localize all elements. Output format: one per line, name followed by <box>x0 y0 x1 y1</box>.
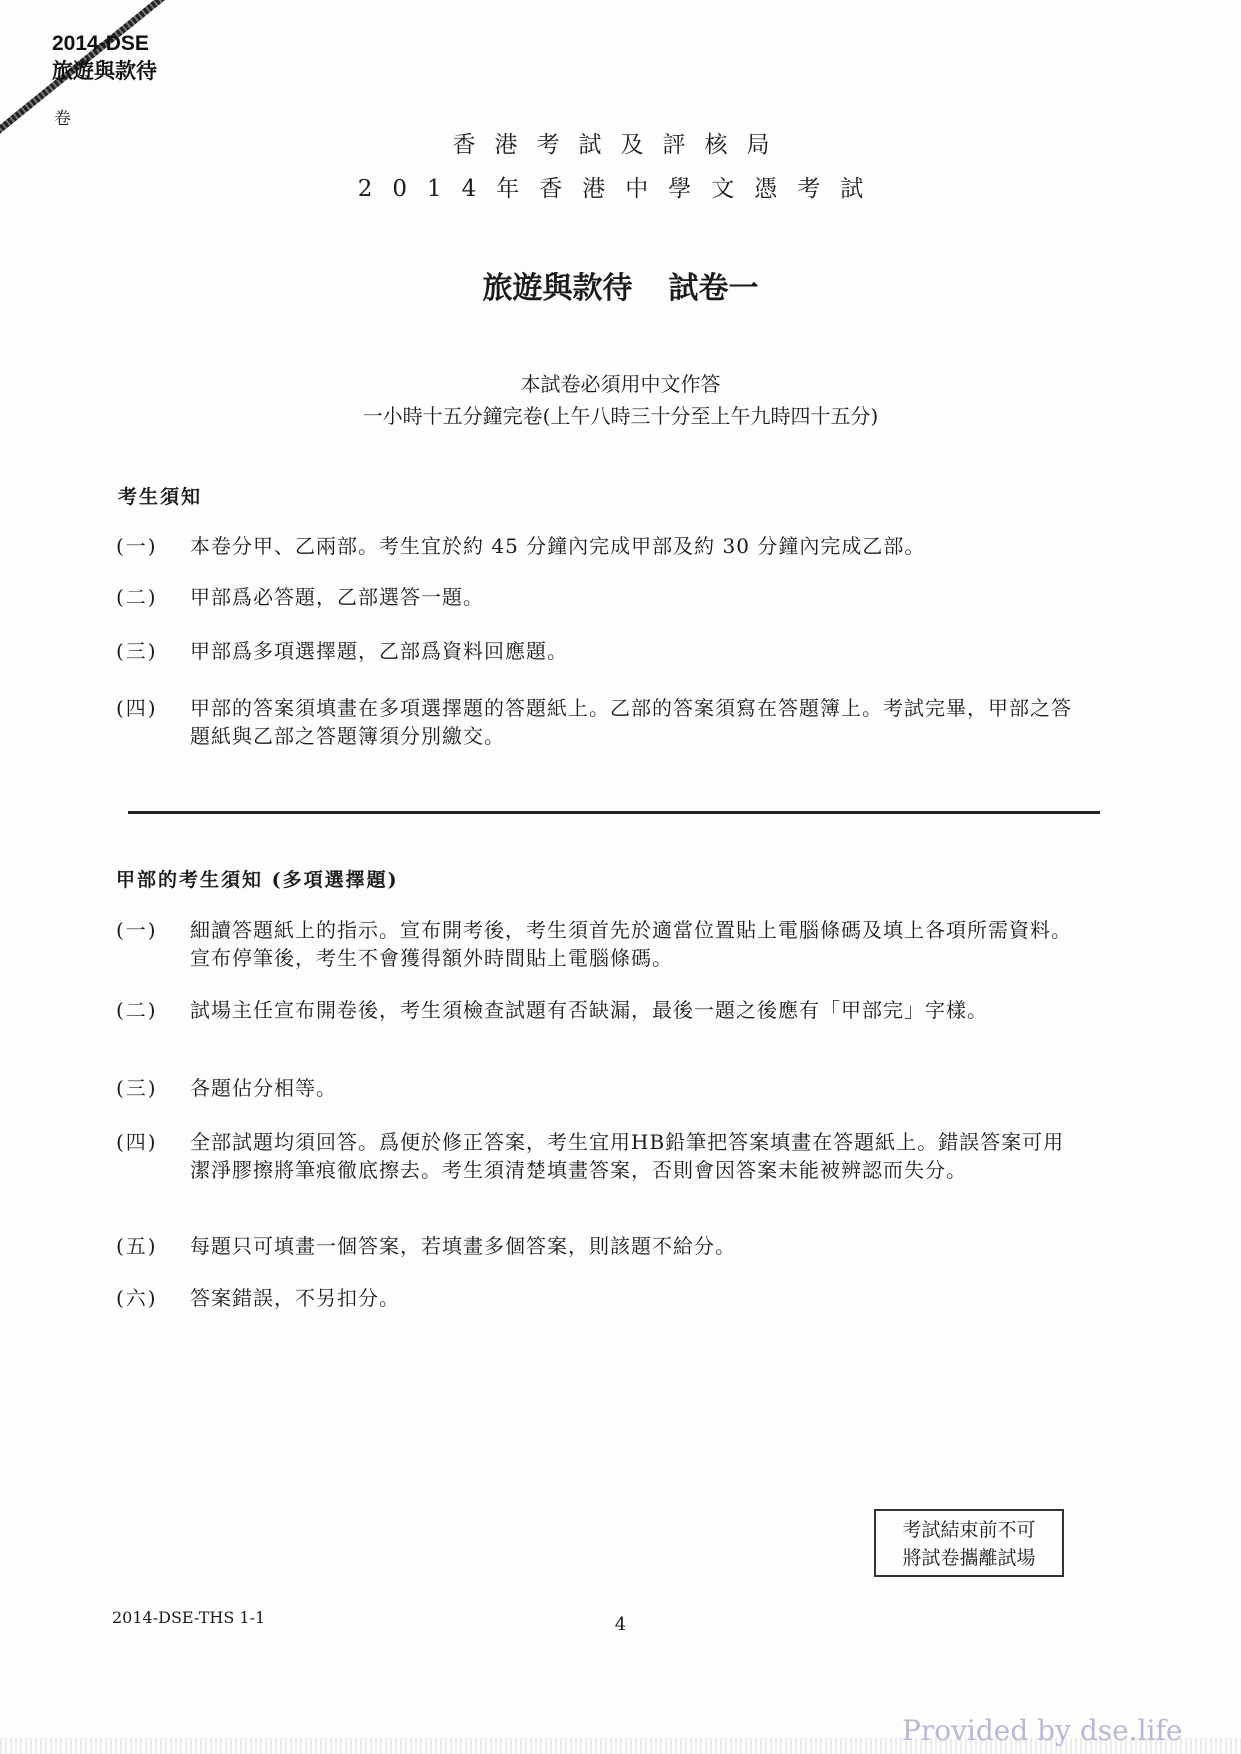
corner-exam-code: 2014-DSE <box>52 32 149 55</box>
item-text: 試場主任宣布開卷後，考生須檢查試題有否缺漏，最後一題之後應有「甲部完」字樣。 <box>190 998 988 1022</box>
language-note: 本試卷必須用中文作答 <box>520 372 721 396</box>
item-number: (四) <box>116 696 158 720</box>
paper-subject-title: 旅遊與款待 <box>482 271 633 306</box>
item-number: (六) <box>116 1286 158 1310</box>
item-text: 答案錯誤，不另扣分。 <box>190 1286 400 1310</box>
notice-line-2: 將試卷攜離試場 <box>902 1547 1036 1569</box>
paper-number-title: 試卷一 <box>668 271 759 306</box>
section-divider <box>128 811 1100 814</box>
watermark: Provided by dse.life <box>902 1714 1183 1747</box>
item-text: 各題佔分相等。 <box>190 1076 337 1100</box>
item-number: (三) <box>116 639 158 663</box>
do-not-remove-paper-notice <box>874 1509 1064 1577</box>
item-number: (二) <box>116 998 158 1022</box>
item-text: 甲部爲多項選擇題，乙部爲資料回應題。 <box>190 639 568 663</box>
paper-code: 2014-DSE-THS 1-1 <box>112 1608 266 1627</box>
item-number: (四) <box>116 1130 158 1154</box>
section-a-heading: 甲部的考生須知 (多項選擇題) <box>116 869 399 891</box>
item-number: (二) <box>116 585 158 609</box>
paper-title <box>0 263 1241 307</box>
item-text: 本卷分甲、乙兩部。考生宜於約 45 分鐘內完成甲部及約 30 分鐘內完成乙部。 <box>190 534 926 558</box>
item-number: (三) <box>116 1076 158 1100</box>
corner-subject: 旅遊與款待 <box>52 60 157 83</box>
item-text: 甲部爲必答題，乙部選答一題。 <box>190 585 484 609</box>
item-text: 每題只可填畫一個答案，若填畫多個答案，則該題不給分。 <box>190 1234 736 1258</box>
exam-name: 2014年香港中學文憑考試 <box>357 176 884 202</box>
corner-paper: 卷 <box>54 109 71 129</box>
general-instructions-heading: 考生須知 <box>118 486 203 508</box>
page-number: 4 <box>614 1614 627 1635</box>
item-text: 全部試題均須回答。爲便於修正答案，考生宜用HB鉛筆把答案填畫在答題紙上。錯誤答案可用潔淨膠擦將筆痕徹底擦去。考生須清楚填畫答案，否則會因答案未能被辨認而失分。 <box>190 1130 1065 1182</box>
exam-authority: 香港考試及評核局 <box>452 132 789 158</box>
notice-line-1: 考試結束前不可 <box>902 1519 1036 1541</box>
item-number: (一) <box>116 534 158 558</box>
item-number: (一) <box>116 918 158 942</box>
item-text: 細讀答題紙上的指示。宣布開考後，考生須首先於適當位置貼上電腦條碼及填上各項所需資料。宣布停筆後，考生不會獲得額外時間貼上電腦條碼。 <box>190 918 1072 970</box>
exam-duration: 一小時十五分鐘完卷(上午八時三十分至上午九時四十五分) <box>362 404 879 428</box>
item-number: (五) <box>116 1234 158 1258</box>
item-text: 甲部的答案須填畫在多項選擇題的答題紙上。乙部的答案須寫在答題簿上。考試完畢，甲部之答題紙與乙部之答題簿須分別繳交。 <box>190 696 1072 748</box>
